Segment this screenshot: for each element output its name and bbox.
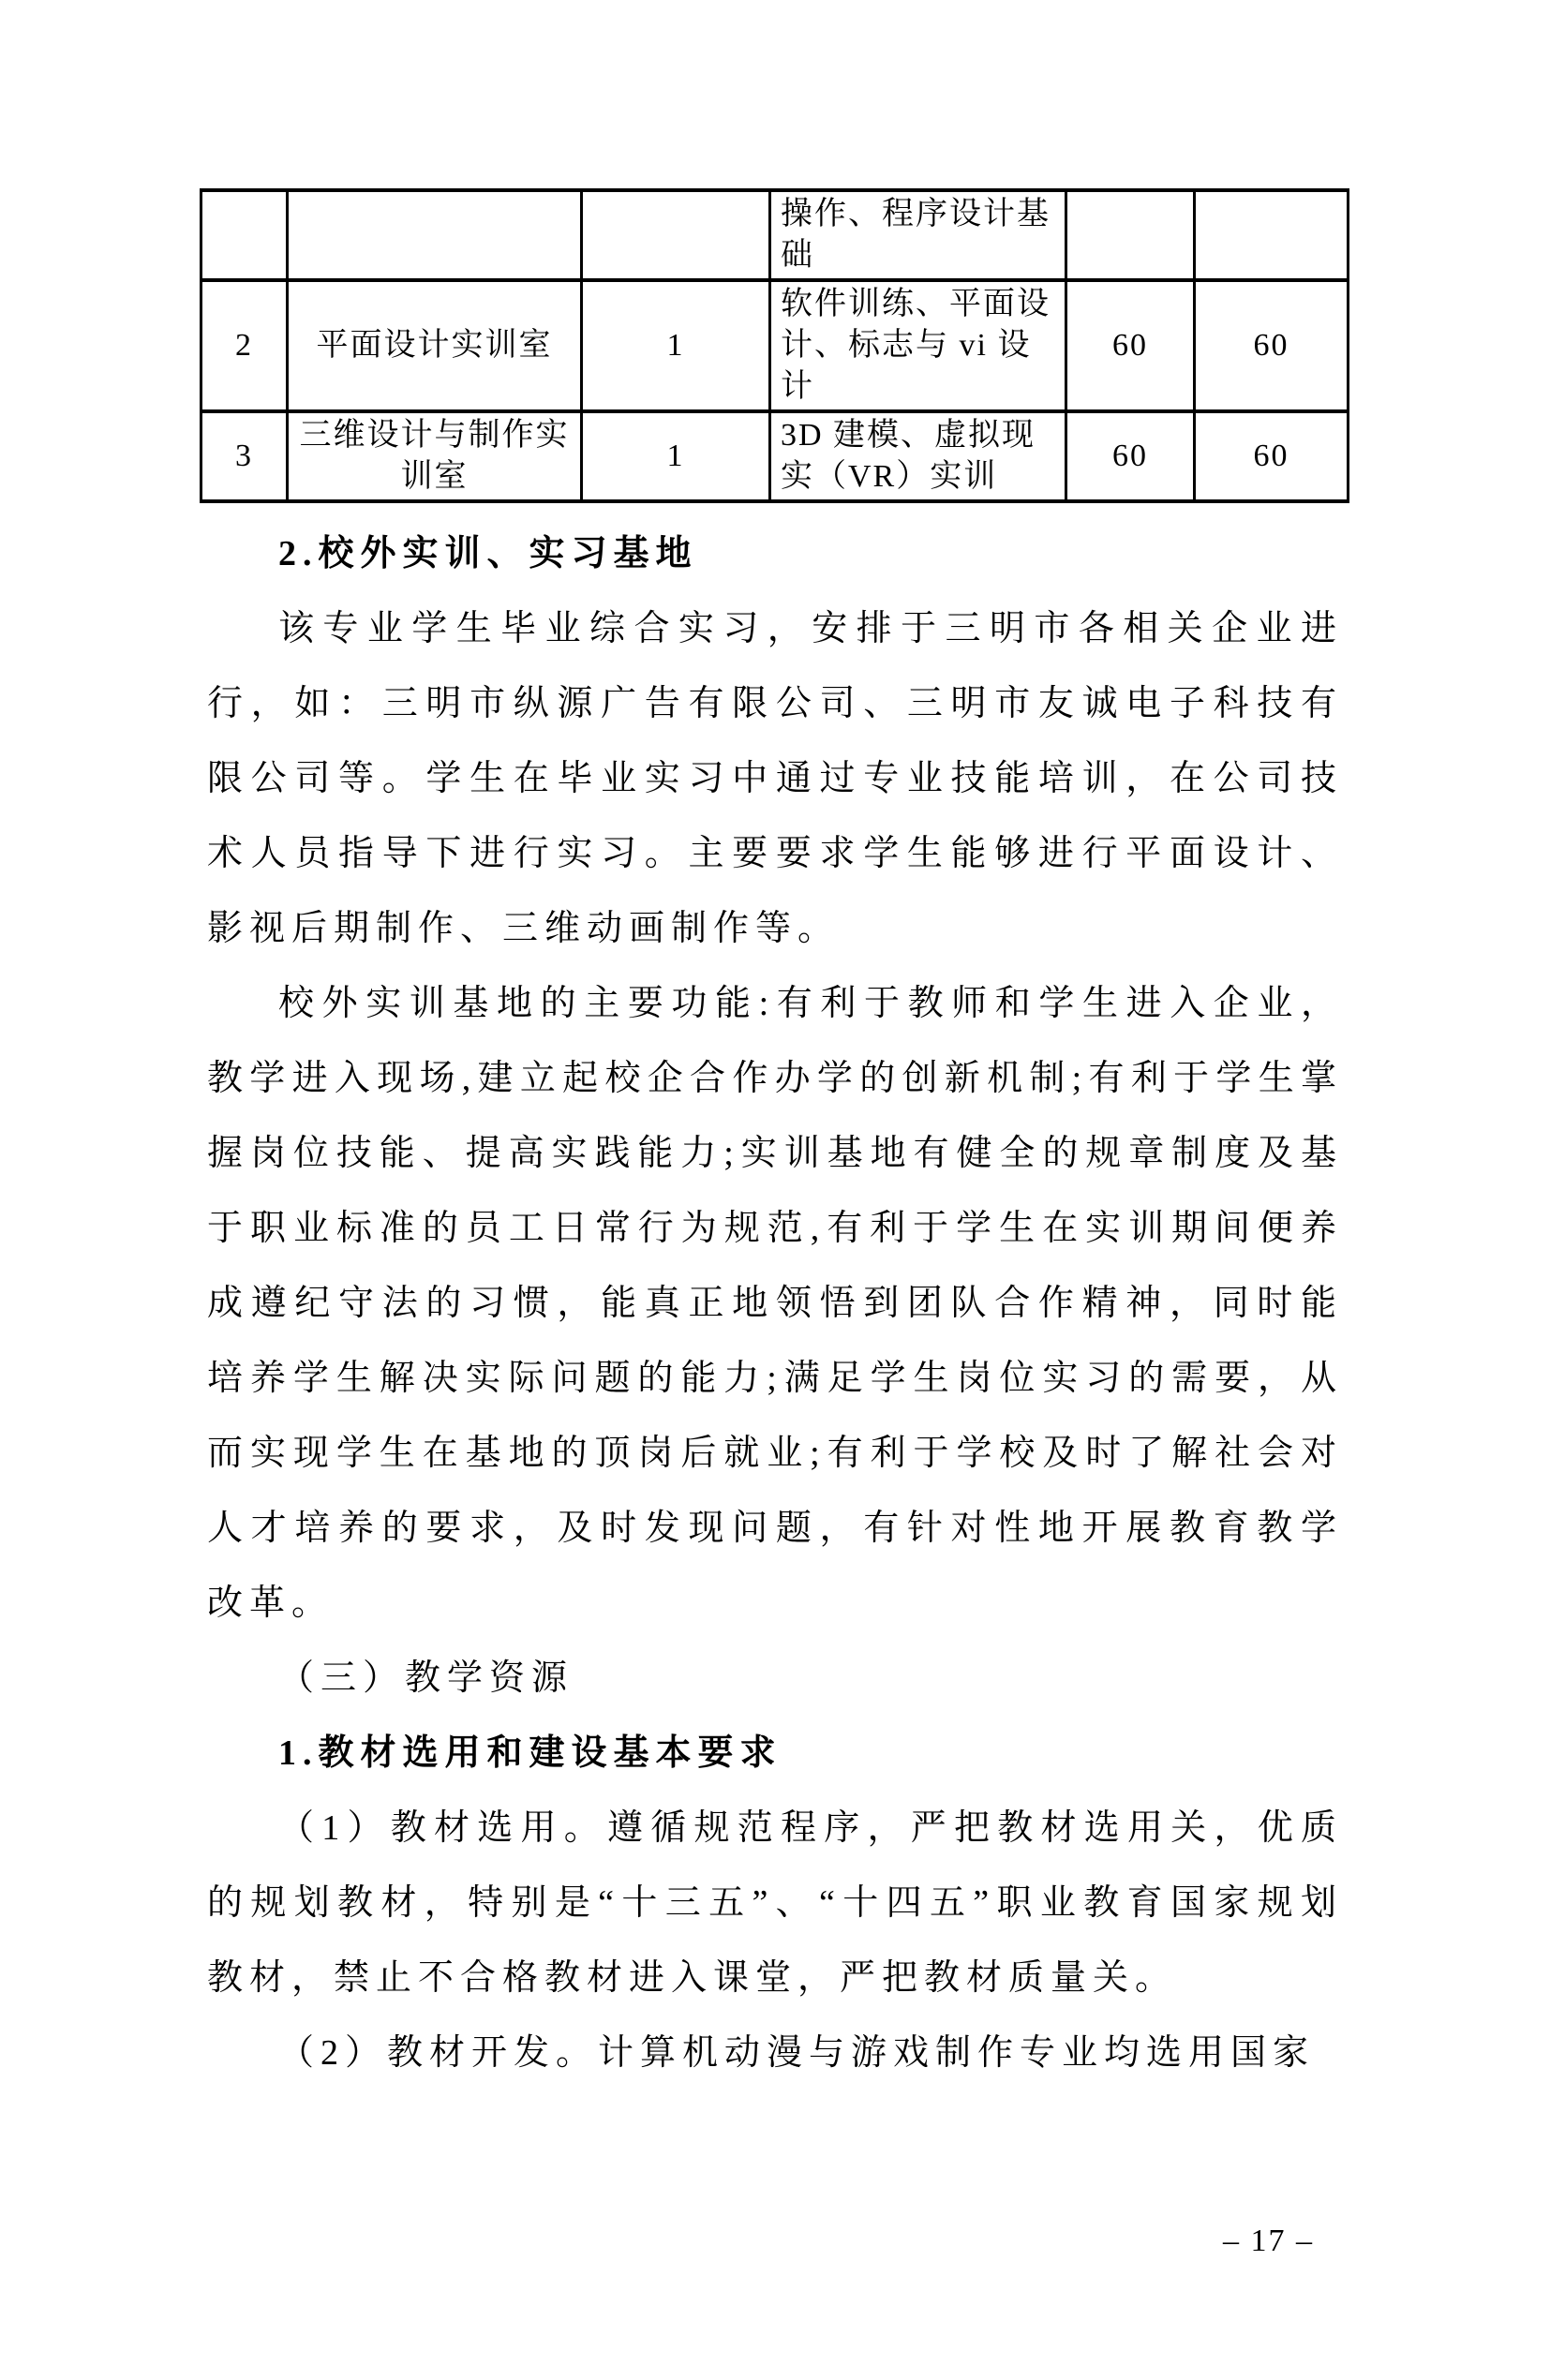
heading-textbook-requirements: 1.教材选用和建设基本要求 xyxy=(278,1733,782,1773)
table-cell: 3 xyxy=(201,411,288,501)
page-number: – 17 – xyxy=(1223,2224,1314,2258)
table-cell xyxy=(1066,190,1195,280)
table-cell xyxy=(1195,190,1349,280)
paragraph-internship: 该专业学生毕业综合实习，安排于三明市各相关企业进行，如：三明市纵源广告有限公司、三明市友诚电子科技有限公司等。学生在毕业实习中通过专业技能培训，在公司技术人员指导下进行实习。主要要求学生能够进行平面设计、影视后期制作、三维动画制作等。 xyxy=(207,609,1343,948)
paragraph-textbook-development: （2）教材开发。计算机动漫与游戏制作专业均选用国家 xyxy=(278,2033,1316,2073)
table-cell: 3D 建模、虚拟现实（VR）实训 xyxy=(770,411,1066,501)
table-row xyxy=(201,280,1349,411)
table-cell: 60 xyxy=(1195,280,1349,411)
table-cell: 60 xyxy=(1195,411,1349,501)
table-cell: 平面设计实训室 xyxy=(288,280,582,411)
training-rooms-table xyxy=(200,188,1349,503)
table-cell xyxy=(582,190,770,280)
table-cell: 1 xyxy=(582,280,770,411)
table-cell xyxy=(288,190,582,280)
table-cell: 60 xyxy=(1066,411,1195,501)
heading-offcampus-training: 2.校外实训、实习基地 xyxy=(278,534,698,573)
table-cell: 1 xyxy=(582,411,770,501)
heading-teaching-resources: （三）教学资源 xyxy=(278,1659,574,1698)
table-cell xyxy=(201,190,288,280)
table-cell: 操作、程序设计基础 xyxy=(770,190,1066,280)
document-body xyxy=(207,516,1343,2090)
table-cell: 软件训练、平面设计、标志与 vi 设计 xyxy=(770,280,1066,411)
table-cell: 60 xyxy=(1066,280,1195,411)
document-page xyxy=(0,188,1550,2258)
table-row xyxy=(201,190,1349,280)
table-row xyxy=(201,411,1349,501)
paragraph-textbook-selection: （1）教材选用。遵循规范程序，严把教材选用关，优质的规划教材，特别是“十三五”、“十四五”职业教育国家规划教材，禁止不合格教材进入课堂，严把教材质量关。 xyxy=(207,1808,1343,1998)
table-cell: 2 xyxy=(201,280,288,411)
table-cell: 三维设计与制作实训室 xyxy=(288,411,582,501)
paragraph-base-functions: 校外实训基地的主要功能:有利于教师和学生进入企业，教学进入现场,建立起校企合作办学的创新机制;有利于学生掌握岗位技能、提高实践能力;实训基地有健全的规章制度及基于职业标准的员工日常行为规范,有利于学生在实训期间便养成遵纪守法的习惯，能真正地领悟到团队合作精神，同时能培养学生解决实际问题的能力;满足学生岗位实习的需要，从而实现学生在基地的顶岗后就业;有利于学校及时了解社会对人才培养的要求，及时发现问题，有针对性地开展教育教学改革。 xyxy=(207,984,1343,1623)
